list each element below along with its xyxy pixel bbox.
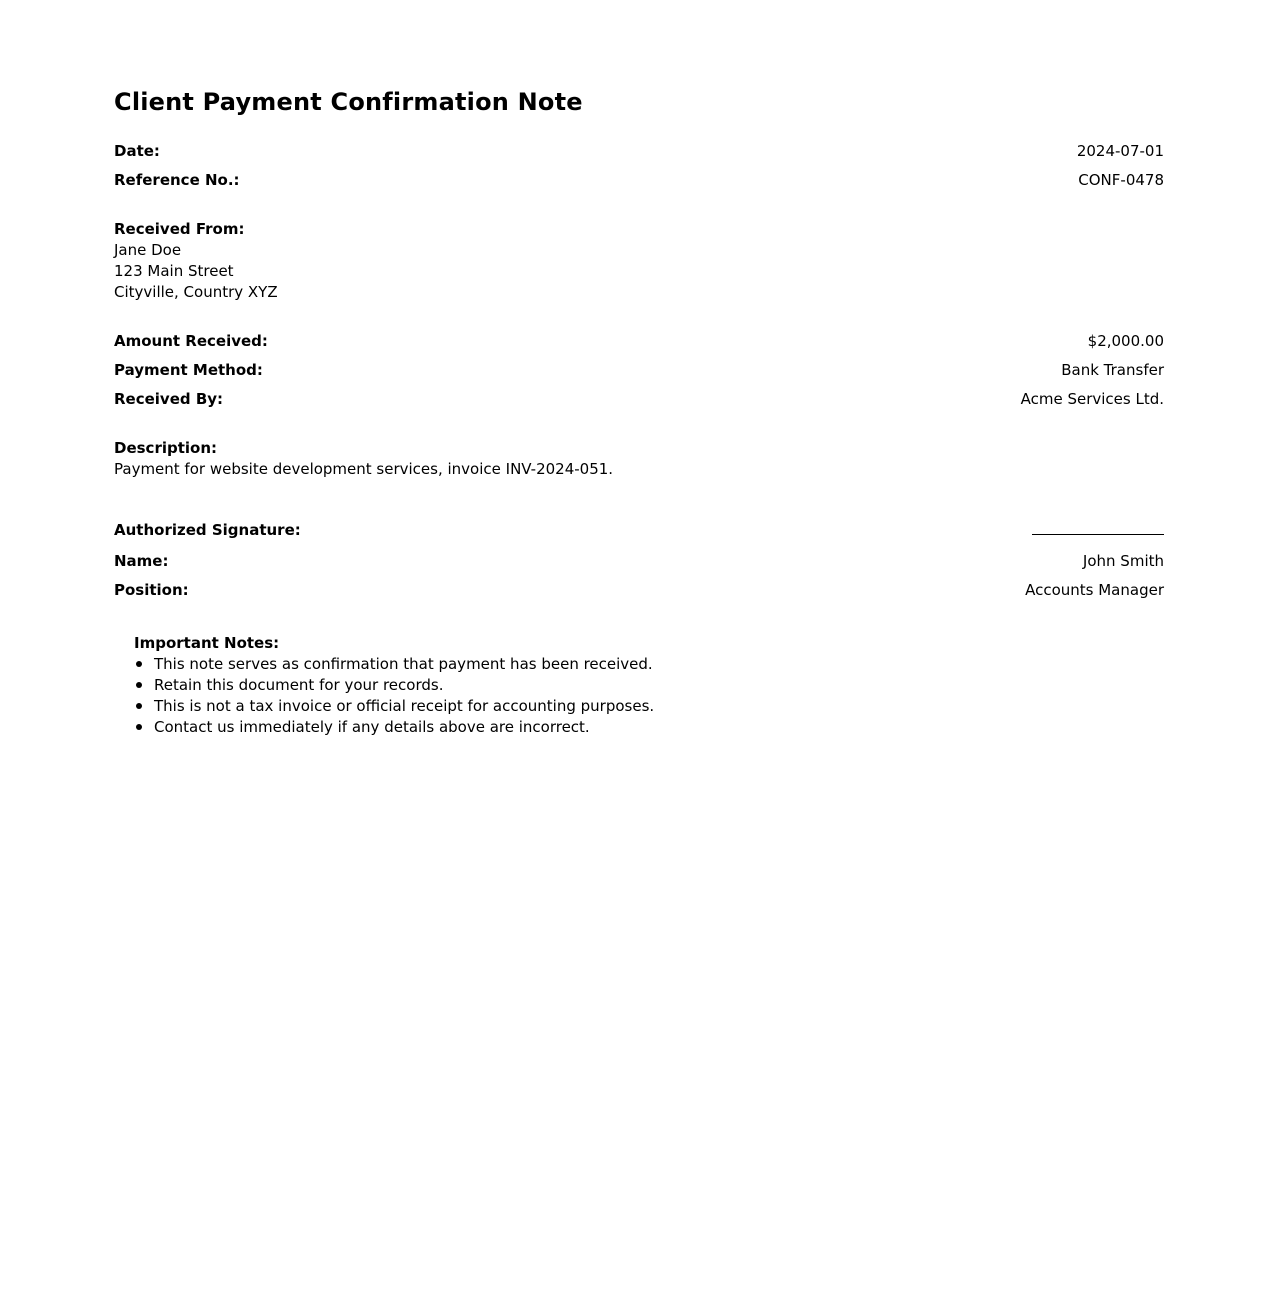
reference-row xyxy=(114,170,1164,191)
received-by-label: Received By: xyxy=(114,390,224,408)
reference-value: CONF-0478 xyxy=(1078,171,1164,189)
payment-method-row xyxy=(114,360,1164,381)
amount-label: Amount Received: xyxy=(114,332,268,350)
signer-position-value: Accounts Manager xyxy=(1025,581,1164,599)
list-item: This is not a tax invoice or official receipt for accounting purposes. xyxy=(154,696,1034,717)
received-from-section xyxy=(114,219,1164,303)
date-value: 2024-07-01 xyxy=(1076,142,1164,160)
list-item: Contact us immediately if any details above are incorrect. xyxy=(154,717,1034,738)
signer-name-value: John Smith xyxy=(1082,552,1164,570)
amount-row xyxy=(114,331,1164,352)
payer-address-line1: 123 Main Street xyxy=(114,262,234,280)
payer-name: Jane Doe xyxy=(114,241,182,259)
reference-label: Reference No.: xyxy=(114,171,240,189)
received-from-label: Received From: xyxy=(114,220,245,238)
page-title: Client Payment Confirmation Note xyxy=(114,88,583,116)
signer-name-row xyxy=(114,551,1164,572)
payment-method-value: Bank Transfer xyxy=(1061,361,1164,379)
signer-name-label: Name: xyxy=(114,552,169,570)
list-item: Retain this document for your records. xyxy=(154,675,1034,696)
list-item: This note serves as confirmation that payment has been received. xyxy=(154,654,1034,675)
received-by-row xyxy=(114,389,1164,410)
signature-row xyxy=(114,520,1164,541)
payment-method-label: Payment Method: xyxy=(114,361,263,379)
description-section xyxy=(114,438,1164,480)
signer-position-row xyxy=(114,580,1164,601)
received-by-value: Acme Services Ltd. xyxy=(1020,390,1164,408)
signer-position-label: Position: xyxy=(114,581,189,599)
signature-label: Authorized Signature: xyxy=(114,521,301,539)
date-label: Date: xyxy=(114,142,160,160)
date-row xyxy=(114,141,1164,162)
notes-heading: Important Notes: xyxy=(134,634,280,652)
important-notes xyxy=(134,633,1034,738)
description-label: Description: xyxy=(114,439,218,457)
amount-value: $2,000.00 xyxy=(1087,332,1164,350)
signature-line xyxy=(1032,520,1164,535)
payer-address-line2: Cityville, Country XYZ xyxy=(114,283,278,301)
description-text: Payment for website development services, invoice INV-2024-051. xyxy=(114,460,614,478)
notes-list xyxy=(134,654,1034,738)
